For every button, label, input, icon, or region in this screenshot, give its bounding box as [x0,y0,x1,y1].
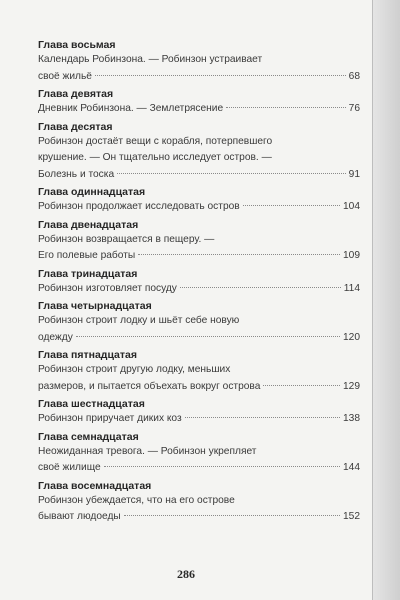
chapter-description-line: Робинзон строит лодку и шьёт себе новую [38,315,240,326]
chapter-description-line: крушение. — Он тщательно исследует остров. — [38,152,272,163]
chapter-description-text: одежду [38,331,73,343]
dot-leader [180,287,341,288]
page-number: 286 [177,567,195,581]
chapter-description-line [38,199,360,216]
dot-leader [226,107,346,108]
toc-entry [38,268,360,298]
chapter-description-line: Робинзон строит другую лодку, меньших [38,364,231,375]
chapter-description-line [38,330,360,347]
chapter-description-line: Календарь Робинзона. — Робинзон устраивает [38,54,263,65]
chapter-description-line: Неожиданная тревога. — Робинзон укрепляет [38,445,257,457]
dot-leader [117,173,346,174]
chapter-heading: Глава девятая [38,88,114,100]
chapter-description-line: Робинзон возвращается в пещеру. — [38,233,215,245]
chapter-description-line [38,281,360,298]
chapter-page-number: 114 [343,282,360,294]
chapter-heading: Глава шестнадцатая [38,398,145,410]
chapter-description-text: своё жилище [38,462,101,473]
chapter-page-number: 76 [348,103,360,114]
chapter-page-number: 104 [343,201,360,212]
chapter-description-line [38,509,360,526]
dot-leader [185,417,340,418]
chapter-description-line [38,460,360,477]
chapter-description-text: Робинзон продолжает исследовать остров [38,201,240,212]
chapter-page-number: 138 [343,413,360,424]
toc-entry [38,88,360,118]
chapter-description-line [38,379,360,396]
dot-leader [104,466,340,467]
chapter-description-text: размеров, и пытается объехать вокруг острова [38,380,261,392]
chapter-page-number: 144 [343,462,360,473]
dot-leader [95,75,346,76]
chapter-heading: Глава пятнадцатая [38,349,138,361]
chapter-description-line: Робинзон достаёт вещи с корабля, потерпевшего [38,135,273,147]
chapter-page-number: 91 [348,168,360,180]
chapter-page-number: 129 [343,380,360,392]
chapter-heading: Глава восемнадцатая [38,479,152,492]
chapter-description-text: Болезнь и тоска [38,168,115,180]
toc-entry [38,219,360,265]
toc-entry [38,39,360,85]
dot-leader [76,336,340,337]
toc-entry [38,480,360,526]
chapter-description-line [38,69,360,86]
chapter-heading: Глава восьмая [38,39,116,51]
page-stack-edge [369,0,400,600]
dot-leader [124,515,340,516]
chapter-heading: Глава одиннадцатая [38,186,146,198]
chapter-description-text: Его полевые работы [38,250,136,261]
toc-entry [38,431,360,477]
dot-leader [263,385,340,386]
dot-leader [243,205,340,206]
chapter-description-line [38,167,360,184]
chapter-heading: Глава семнадцатая [38,430,139,443]
chapter-page-number: 109 [343,250,360,261]
chapter-description-text: своё жильё [38,70,92,82]
chapter-heading: Глава четырнадцатая [38,300,152,312]
chapter-description-line [38,411,360,428]
table-of-contents [38,39,360,529]
chapter-description-line: Робинзон убеждается, что на его острове [38,494,235,506]
chapter-description-text: Дневник Робинзона. — Землетрясение [38,103,224,114]
chapter-heading: Глава десятая [38,120,113,133]
chapter-page-number: 68 [348,70,360,82]
chapter-description-text: Робинзон приручает диких коз [38,413,182,424]
toc-entry [38,398,360,428]
toc-entry [38,300,360,346]
toc-entry [38,121,360,184]
chapter-page-number: 120 [343,331,360,343]
chapter-description-line [38,101,360,118]
chapter-page-number: 152 [343,511,360,522]
chapter-description-text: Робинзон изготовляет посуду [38,282,177,294]
dot-leader [138,254,340,255]
toc-entry [38,349,360,395]
chapter-heading: Глава тринадцатая [38,267,138,280]
chapter-heading: Глава двенадцатая [38,218,139,231]
chapter-description-text: бывают людоеды [38,511,121,522]
toc-entry [38,186,360,216]
chapter-description-line [38,248,360,265]
